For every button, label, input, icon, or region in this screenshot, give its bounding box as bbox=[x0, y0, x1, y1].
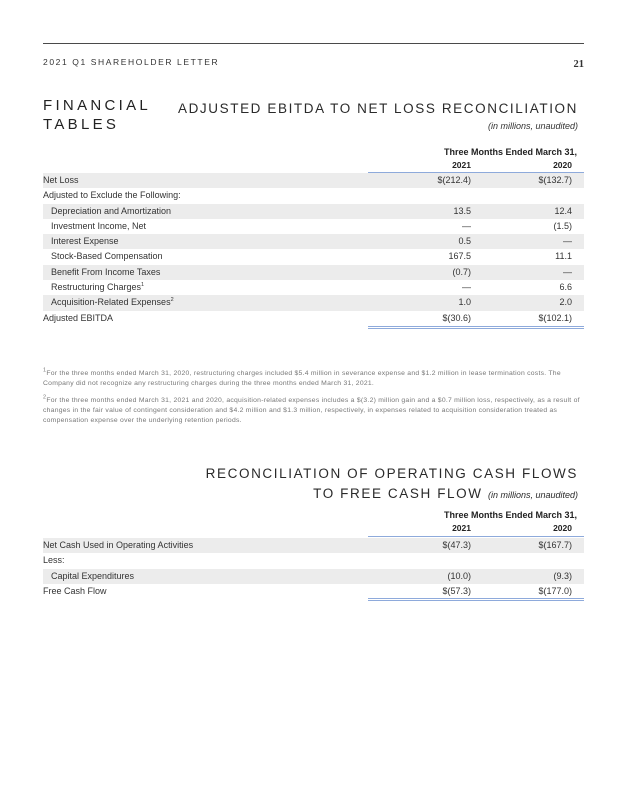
table-row bbox=[43, 553, 584, 568]
value-2021: $(30.6) bbox=[442, 312, 471, 323]
value-2021: $(57.3) bbox=[442, 585, 471, 596]
value-2021: $(212.4) bbox=[437, 175, 471, 185]
value-2021: 13.5 bbox=[453, 205, 471, 216]
row-label-interest-expense: Interest Expense bbox=[51, 236, 119, 247]
value-2020: $(102.1) bbox=[538, 312, 572, 323]
value-2020: 2.0 bbox=[559, 297, 572, 308]
ebitda-total-rule bbox=[368, 326, 584, 327]
table-row bbox=[43, 569, 584, 584]
row-label-acquisition bbox=[51, 295, 174, 310]
footnote-2-mark: 2 bbox=[43, 394, 47, 401]
cashflow-title-line1: RECONCILIATION OF OPERATING CASH FLOWS bbox=[205, 466, 578, 481]
row-label-less: Less: bbox=[43, 555, 65, 566]
row-label-depreciation: Depreciation and Amortization bbox=[51, 205, 172, 216]
row-label-restructuring bbox=[51, 280, 144, 295]
value-2020: (1.5) bbox=[553, 220, 572, 231]
ebitda-period-header: Three Months Ended March 31, bbox=[443, 147, 577, 157]
row-label-adjusted-header: Adjusted to Exclude the Following: bbox=[43, 190, 181, 201]
table-row bbox=[43, 249, 584, 264]
letterhead: 2021 Q1 SHAREHOLDER LETTER bbox=[43, 57, 220, 67]
value-2020: 6.6 bbox=[559, 282, 572, 293]
row-label-income-taxes: Benefit From Income Taxes bbox=[51, 266, 161, 277]
table-row bbox=[43, 234, 584, 249]
value-2021: 1.0 bbox=[458, 297, 471, 308]
value-2021: — bbox=[462, 282, 471, 293]
table-row bbox=[43, 538, 584, 553]
section-title-line2: TABLES bbox=[43, 116, 120, 133]
value-2021: (0.7) bbox=[452, 266, 471, 277]
value-2020: $(132.7) bbox=[538, 175, 572, 185]
row-label-free-cash-flow: Free Cash Flow bbox=[43, 585, 107, 596]
ebitda-total-double-rule bbox=[368, 328, 584, 329]
header-rule bbox=[43, 43, 584, 44]
footnote-2-text: For the three months ended March 31, 2021 and 2020, acquisition-related expenses includes a $(3.2) million gain and a $0.7 million loss, respectively, as a result of changes in the fair value of contingent consideration and $4.2 million and $1.3 million, respectively, in expenses related to acquisition consideration treated as compensation expense over the underlying retention periods. bbox=[43, 397, 580, 424]
table-row bbox=[43, 584, 584, 599]
value-2020: — bbox=[563, 266, 572, 277]
table-row bbox=[43, 311, 584, 326]
table-row bbox=[43, 295, 584, 310]
row-label-stock-comp: Stock-Based Compensation bbox=[51, 251, 163, 262]
footnote-ref-1: 1 bbox=[141, 282, 145, 289]
table-row bbox=[43, 280, 584, 295]
cashflow-col-2021: 2021 bbox=[452, 523, 471, 533]
cashflow-col-2020: 2020 bbox=[553, 523, 572, 533]
restructuring-label-text: Restructuring Charges bbox=[51, 282, 142, 293]
cashflow-total-rule bbox=[368, 598, 584, 599]
value-2020: 12.4 bbox=[554, 205, 572, 216]
value-2021: 0.5 bbox=[458, 236, 471, 247]
ebitda-col-2021: 2021 bbox=[452, 160, 471, 170]
ebitda-table-title: ADJUSTED EBITDA TO NET LOSS RECONCILIATION bbox=[177, 101, 578, 116]
value-2021: (10.0) bbox=[447, 570, 471, 581]
value-2021: 167.5 bbox=[448, 251, 471, 262]
footnote-ref-2: 2 bbox=[170, 297, 174, 304]
table-row bbox=[43, 265, 584, 280]
value-2020: — bbox=[563, 236, 572, 247]
row-label-adjusted-ebitda: Adjusted EBITDA bbox=[43, 312, 114, 323]
acquisition-label-text: Acquisition-Related Expenses bbox=[51, 297, 171, 308]
ebitda-col-2020: 2020 bbox=[553, 160, 572, 170]
table-row bbox=[43, 188, 584, 203]
table-row bbox=[43, 173, 584, 188]
section-title-line1: FINANCIAL bbox=[43, 97, 152, 114]
row-label-net-loss: Net Loss bbox=[43, 175, 79, 185]
footnote-1 bbox=[43, 369, 584, 389]
cashflow-title-line2-text: TO FREE CASH FLOW bbox=[313, 486, 483, 501]
table-row bbox=[43, 204, 584, 219]
cashflow-header-rule bbox=[368, 536, 584, 537]
row-label-capex: Capital Expenditures bbox=[51, 570, 135, 581]
cashflow-total-double-rule bbox=[368, 600, 584, 601]
row-label-investment-income: Investment Income, Net bbox=[51, 220, 147, 231]
footnote-1-text: For the three months ended March 31, 2020, restructuring charges included $5.4 million in severance expense and $1.2 million in lease termination costs. The Company did not recognize any restructuring charges during the three months ended March 31, 2021. bbox=[43, 370, 561, 387]
value-2020: $(167.7) bbox=[538, 540, 572, 550]
value-2021: $(47.3) bbox=[442, 540, 471, 550]
ebitda-table-subtitle: (in millions, unaudited) bbox=[487, 121, 578, 131]
footnote-1-mark: 1 bbox=[43, 367, 47, 374]
page-number: 21 bbox=[573, 59, 584, 70]
cashflow-title-line2 bbox=[313, 486, 578, 501]
section-title bbox=[43, 96, 151, 134]
value-2020: $(177.0) bbox=[538, 585, 572, 596]
footnote-2 bbox=[43, 396, 584, 426]
cashflow-period-header: Three Months Ended March 31, bbox=[443, 510, 577, 520]
value-2020: 11.1 bbox=[555, 251, 572, 262]
row-label-net-cash-operating: Net Cash Used in Operating Activities bbox=[43, 540, 194, 550]
value-2020: (9.3) bbox=[553, 570, 572, 581]
cashflow-subtitle: (in millions, unaudited) bbox=[487, 490, 578, 500]
table-row bbox=[43, 219, 584, 234]
cashflow-table-body bbox=[43, 538, 584, 599]
ebitda-table-body bbox=[43, 173, 584, 326]
value-2021: — bbox=[462, 220, 471, 231]
